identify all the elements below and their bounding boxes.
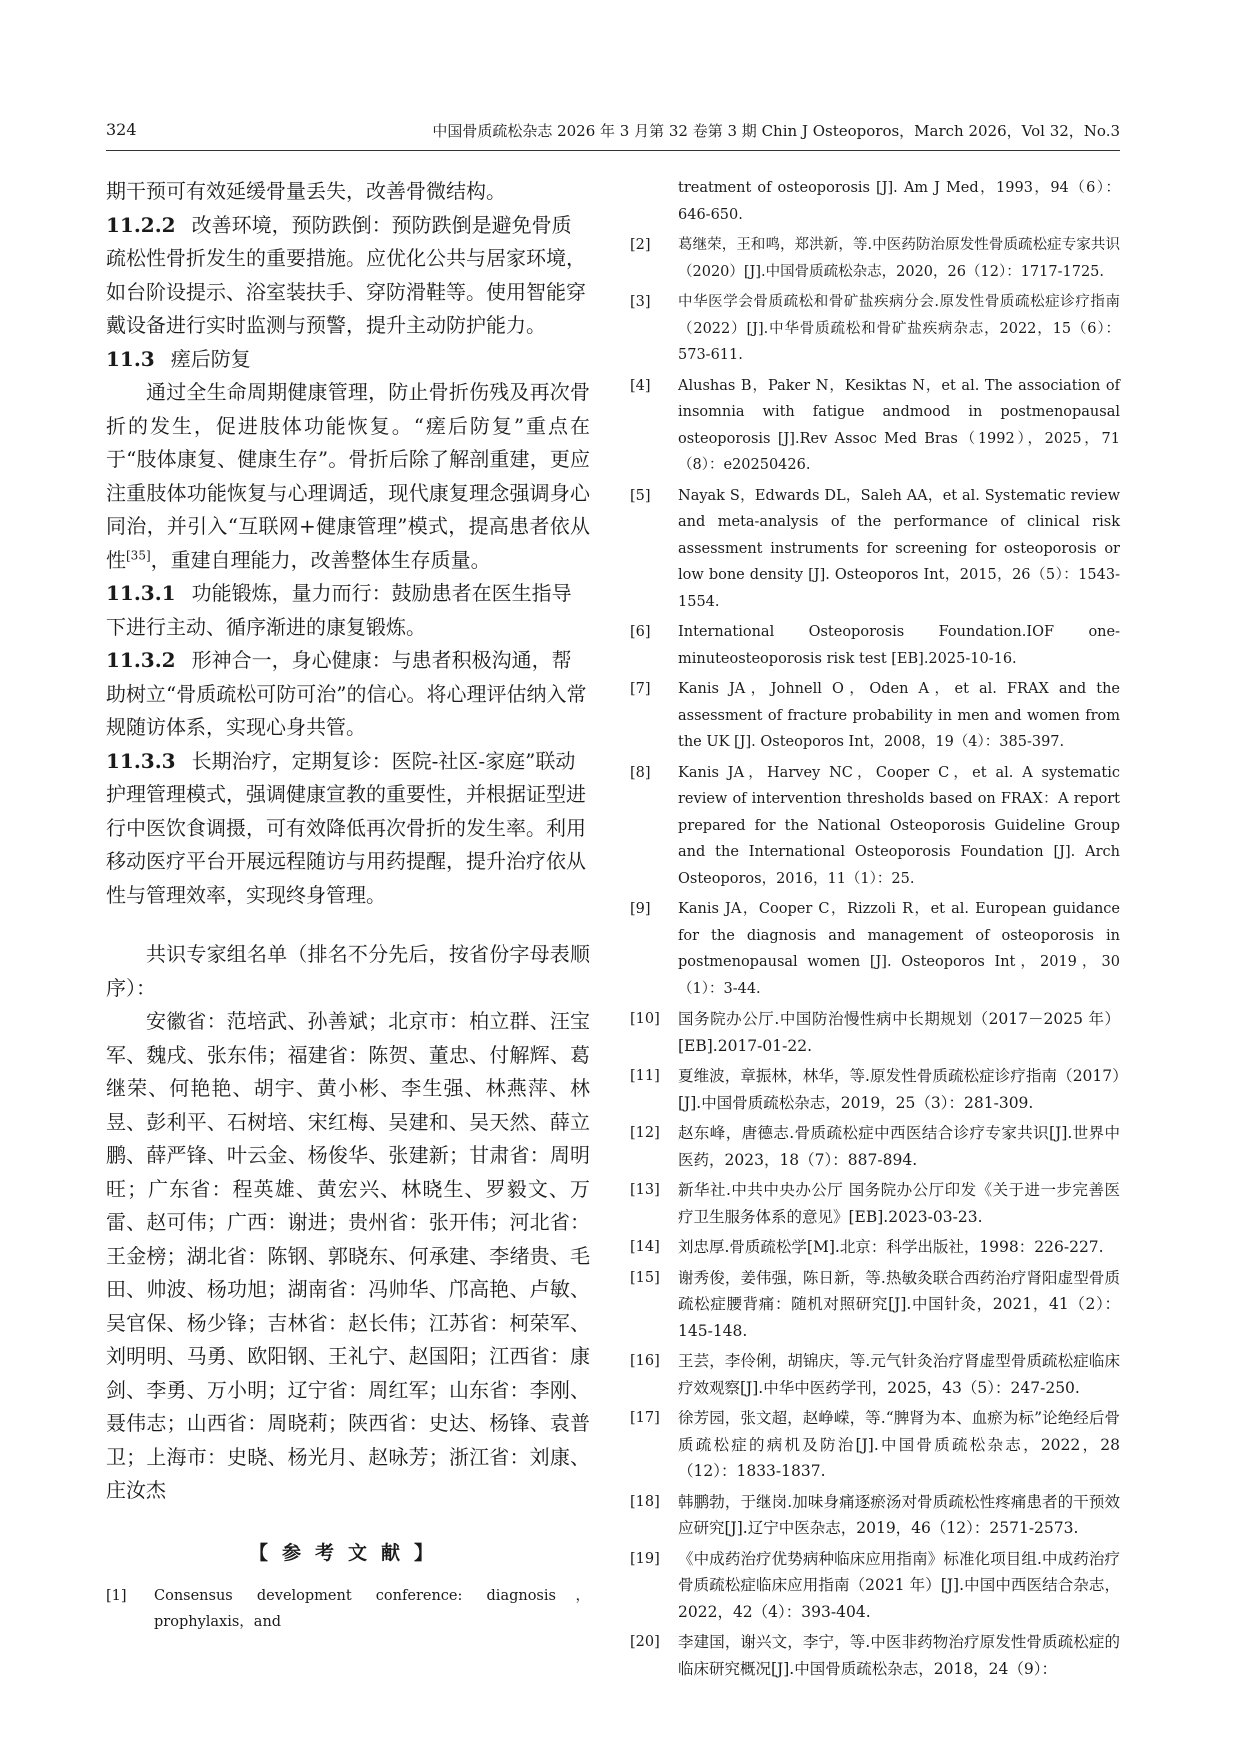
reference-text: 李建国，谢兴文，李宁，等.中医非药物治疗原发性骨质疏松症的临床研究概况[J].中国骨质疏松杂志，2018，24（9）：	[678, 1633, 1120, 1678]
reference-number: [7]	[630, 681, 651, 697]
left-column	[106, 175, 590, 1640]
reference-item	[630, 289, 1120, 369]
reference-text: 新华社.中共中央办公厅 国务院办公厅印发《关于进一步完善医疗卫生服务体系的意见》[EB].2023-03-23.	[678, 1181, 1120, 1226]
reference-item	[106, 1583, 590, 1636]
reference-number: [20]	[630, 1634, 660, 1650]
reference-text: 刘忠厚.骨质疏松学[M].北京：科学出版社，1998：226-227.	[678, 1238, 1104, 1256]
body-paragraph: 期干预可有效延缓骨量丢失，改善骨微结构。	[106, 179, 506, 203]
reference-text: 韩鹏勃，于继岗.加味身痛逐瘀汤对骨质疏松性疼痛患者的干预效应研究[J].辽宁中医杂志，2019，46（12）：2571-2573.	[678, 1492, 1120, 1537]
reference-item	[630, 896, 1120, 1002]
reference-number: [5]	[630, 487, 651, 504]
reference-text: Kanis JA，Cooper C，Rizzoli R，et al. European guidance for the diagnosis and management of osteoporosis in postmenopausal women [J]. Osteoporos Int，2019，30（1）：3-44.	[678, 901, 1120, 997]
reference-number: [4]	[630, 377, 651, 394]
page-number: 324	[106, 120, 137, 139]
reference-text: Nayak S，Edwards DL，Saleh AA，et al. Systematic review and meta-analysis of the performance of clinical risk assessment instruments for screening for osteoporosis or low bone density [J]. Osteoporos Int，2015，26（5）：1543-1554.	[678, 487, 1120, 610]
reference-continuation: treatment of osteoporosis [J]. Am J Med，1993，94（6）：646-650.	[678, 180, 1120, 223]
reference-text: 谢秀俊，姜伟强，陈日新，等.热敏灸联合西药治疗肾阳虚型骨质疏松症腰背痛：随机对照研究[J].中国针灸，2021，41（2）：145-148.	[678, 1268, 1120, 1340]
reference-text: Kanis JA，Harvey NC，Cooper C，et al. A systematic review of intervention thresholds based on FRAX：A report prepared for the National Osteoporosis Guideline Group and the International Osteoporosis Foundation [J]. Arch Osteoporos，2016，11（1）：25.	[678, 764, 1120, 887]
section-text: 功能锻炼，量力而行：鼓励患者在医生指导下进行主动、循序渐进的康复锻炼。	[106, 581, 572, 639]
reference-text: International Osteoporosis Foundation.IOF one-minuteosteoporosis risk test [EB].2025-10-16.	[678, 624, 1120, 667]
reference-number: [13]	[630, 1182, 660, 1198]
reference-text: 王芸，李伶俐，胡锦庆，等.元气针灸治疗肾虚型骨质疏松症临床疗效观察[J].中华中医药学刊，2025，43（5）：247-250.	[678, 1352, 1120, 1397]
reference-text: Kanis JA，Johnell O，Oden A，et al. FRAX and the assessment of fracture probability in men and women from the UK [J]. Osteoporos Int，2008，19（4）：385-397.	[678, 681, 1120, 750]
reference-item	[630, 1006, 1120, 1059]
reference-item	[630, 1063, 1120, 1116]
reference-number: [10]	[630, 1011, 660, 1027]
reference-number: [18]	[630, 1493, 660, 1510]
section-11-3-2	[106, 644, 590, 745]
section-11-3-heading	[106, 343, 590, 377]
reference-item	[630, 1546, 1120, 1626]
section-number: 11.3.1	[106, 581, 176, 605]
reference-text: 夏维波，章振林，林华，等.原发性骨质疏松症诊疗指南（2017）[J].中国骨质疏松杂志，2019，25（3）：281-309.	[678, 1067, 1120, 1112]
reference-text: 国务院办公厅.中国防治慢性病中长期规划（2017－2025 年）[EB].2017-01-22.	[678, 1010, 1120, 1055]
reference-number: [17]	[630, 1410, 660, 1426]
reference-text: 徐芳园，张文超，赵峥嵘，等.“脾肾为本、血瘀为标”论绝经后骨质疏松症的病机及防治[J].中国骨质疏松杂志，2022，28（12）：1833-1837.	[678, 1409, 1120, 1480]
reference-text: 赵东峰，唐德志.骨质疏松症中西医结合诊疗专家共识[J].世界中医药，2023，18（7）：887-894.	[678, 1124, 1120, 1169]
reference-number: [11]	[630, 1068, 660, 1084]
right-column	[630, 175, 1120, 1686]
reference-number: [16]	[630, 1353, 660, 1369]
reference-item	[630, 1405, 1120, 1485]
paragraph-text: ，重建自理能力，改善整体生存质量。	[150, 547, 491, 572]
reference-item	[630, 760, 1120, 893]
reference-text: 《中成药治疗优势病种临床应用指南》标准化项目组.中成药治疗骨质疏松症临床应用指南（2021 年）[J].中国中西医结合杂志，2022，42（4）：393-404.	[678, 1549, 1120, 1621]
reference-item	[630, 619, 1120, 672]
reference-number: [2]	[630, 237, 651, 253]
reference-item	[630, 676, 1120, 756]
reference-item	[630, 232, 1120, 285]
running-title: 中国骨质疏松杂志 2026 年 3 月第 32 卷第 3 期 Chin J Osteoporos，March 2026，Vol 32，No.3	[432, 122, 1120, 140]
reference-item	[630, 1265, 1120, 1345]
reference-item	[630, 373, 1120, 479]
section-number: 11.3	[106, 346, 155, 371]
paragraph-text: 通过全生命周期健康管理，防止骨折伤残及再次骨折的发生，促进肢体功能恢复。“瘥后防复”重点在于“肢体康复、健康生存”。骨折后除了解剖重建，更应注重肢体功能恢复与心理调适，现代康复理念强调身心同治，并引入“互联网+健康管理”模式，提高患者依从性	[106, 380, 590, 572]
section-text: 长期治疗，定期复诊：医院-社区-家庭”联动护理管理模式，强调健康宣教的重要性，并根据证型进行中医饮食调摄，可有效降低再次骨折的发生率。利用移动医疗平台开展远程随访与用药提醒，提升治疗依从性与管理效率，实现终身管理。	[106, 748, 586, 907]
section-11-3-1	[106, 577, 590, 644]
reference-number: [6]	[630, 624, 651, 640]
reference-item	[630, 1177, 1120, 1230]
references-heading: 【参考文献】	[248, 1541, 447, 1564]
section-number: 11.2.2	[106, 212, 176, 237]
reference-item	[630, 1348, 1120, 1401]
experts-list: 安徽省：范培武、孙善斌；北京市：柏立群、汪宝军、魏戌、张东伟；福建省：陈贺、董忠、付解辉、葛继荣、何艳艳、胡宇、黄小彬、李生强、林燕萍、林昱、彭利平、石树培、宋红梅、吴建和、吴天然、薛立鹏、薛严锋、叶云金、杨俊华、张建新；甘肃省：周明旺；广东省：程英雄、黄宏兴、林晓生、罗毅文、万雷、赵可伟；广西：谢进；贵州省：张开伟；河北省：王金榜；湖北省：陈钢、郭晓东、何承建、李绪贵、毛田、帅波、杨功旭；湖南省：冯帅华、邝高艳、卢敏、吴官保、杨少锋；吉林省：赵长伟；江苏省：柯荣军、刘明明、马勇、欧阳钢、王礼宁、赵国阳；江西省：康剑、李勇、万小明；辽宁省：周红军；山东省：李刚、聂伟志；山西省：周晓莉；陕西省：史达、杨锋、袁普卫；上海市：史晓、杨光月、赵咏芳；浙江省：刘康、庄汝杰	[106, 1009, 590, 1502]
reference-number: [1]	[106, 1587, 127, 1604]
section-number: 11.3.3	[106, 748, 176, 773]
reference-number: [3]	[630, 294, 651, 310]
citation-superscript: [35]	[126, 547, 151, 562]
section-title: 瘥后防复	[170, 346, 251, 371]
experts-intro: 共识专家组名单（排名不分先后，按省份字母表顺序）：	[106, 942, 590, 1000]
reference-number: [8]	[630, 764, 651, 781]
reference-text: Alushas B，Paker N，Kesiktas N，et al. The association of insomnia with fatigue andmood in postmenopausal osteoporosis [J].Rev Assoc Med Bras（1992），2025，71（8）：e20250426.	[678, 377, 1120, 473]
reference-number: [12]	[630, 1125, 660, 1141]
reference-item	[630, 1120, 1120, 1173]
reference-item	[630, 1234, 1120, 1261]
spacer	[106, 912, 590, 938]
page-header	[106, 120, 1120, 151]
reference-text: Consensus development conference: diagnosis，prophylaxis，and	[154, 1587, 590, 1630]
section-number: 11.3.2	[106, 648, 176, 672]
reference-text: 中华医学会骨质疏松和骨矿盐疾病分会.原发性骨质疏松症诊疗指南（2022）[J].中华骨质疏松和骨矿盐疾病杂志，2022，15（6）：573-611.	[678, 294, 1120, 363]
reference-text: 葛继荣，王和鸣，郑洪新，等.中医药防治原发性骨质疏松症专家共识（2020）[J].中国骨质疏松杂志，2020，26（12）：1717-1725.	[678, 237, 1120, 280]
reference-number: [14]	[630, 1239, 660, 1255]
reference-number: [9]	[630, 901, 651, 917]
section-11-3-3	[106, 745, 590, 913]
reference-item	[630, 1629, 1120, 1682]
body-paragraph	[106, 376, 590, 577]
section-11-2-2	[106, 209, 590, 343]
reference-number: [19]	[630, 1550, 660, 1567]
reference-item	[630, 1489, 1120, 1542]
section-text: 形神合一，身心健康：与患者积极沟通，帮助树立“骨质疏松可防可治”的信心。将心理评估纳入常规随访体系，实现心身共管。	[106, 648, 587, 739]
reference-item	[630, 483, 1120, 616]
section-text: 改善环境，预防跌倒：预防跌倒是避免骨质疏松性骨折发生的重要措施。应优化公共与居家环境，如台阶设提示、浴室装扶手、穿防滑鞋等。使用智能穿戴设备进行实时监测与预警，提升主动防护能力。	[106, 212, 586, 337]
reference-number: [15]	[630, 1269, 660, 1286]
